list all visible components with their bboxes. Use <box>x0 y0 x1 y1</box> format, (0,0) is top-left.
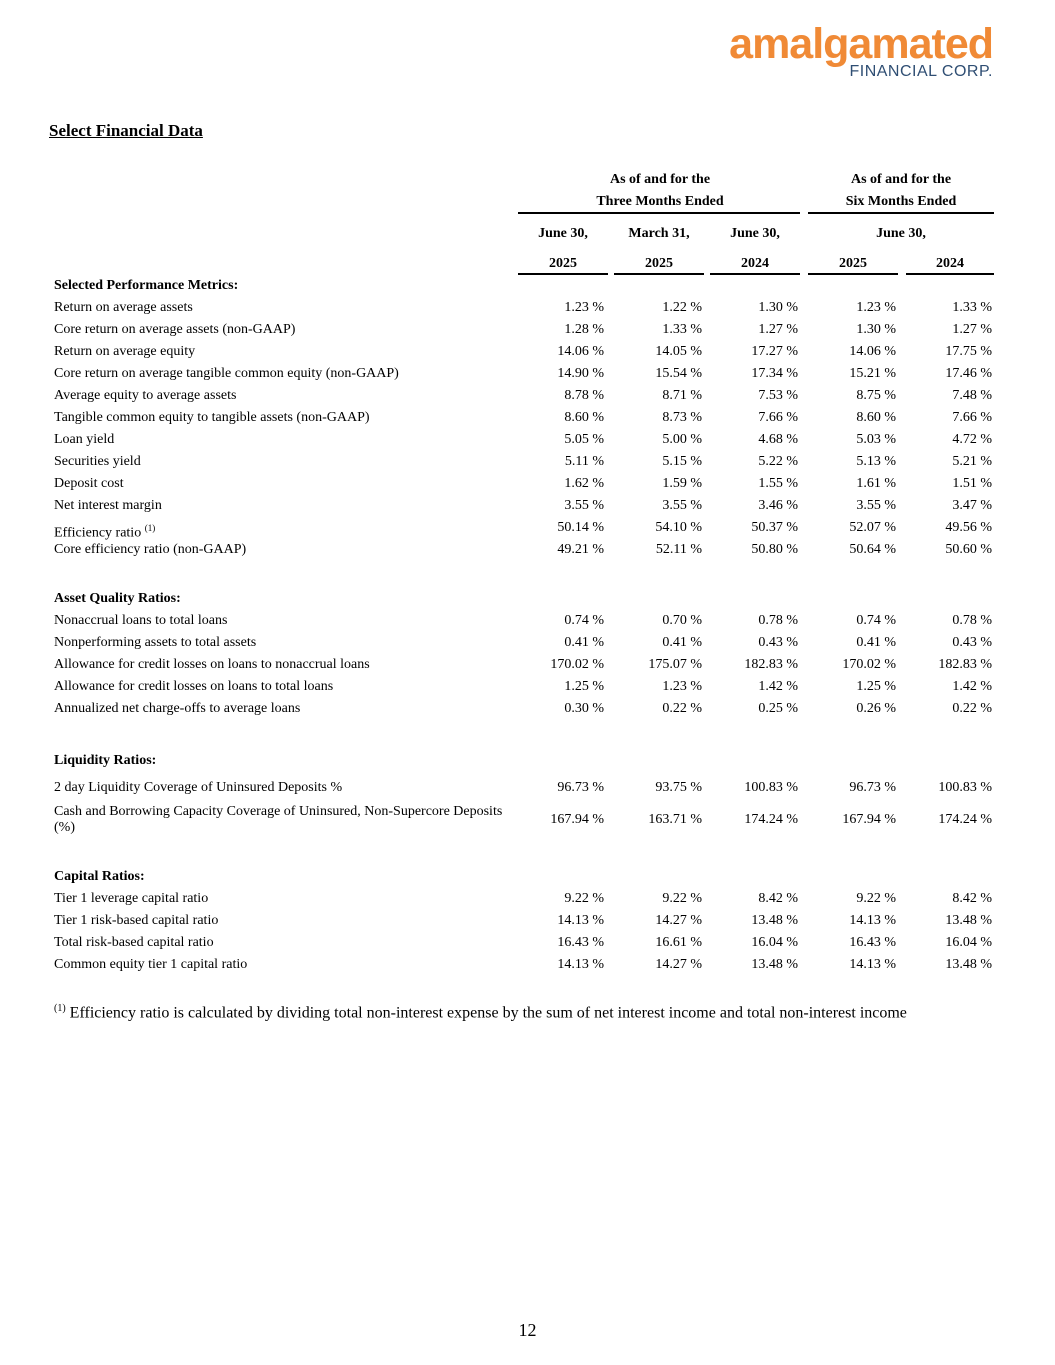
row-value-col1: 14.06 % <box>557 344 604 359</box>
table-row <box>54 385 1004 407</box>
row-value-col3: 7.66 % <box>758 410 798 425</box>
table-row <box>54 539 1004 561</box>
row-label <box>54 385 236 407</box>
row-value-col4: 52.07 % <box>849 520 896 535</box>
row-value-col1: 14.13 % <box>557 957 604 972</box>
row-label-text: Return on average assets <box>54 300 193 315</box>
row-value-col1: 1.23 % <box>564 300 604 315</box>
row-value-col1: 1.28 % <box>564 322 604 337</box>
header-three-months-line2: Three Months Ended <box>596 194 724 209</box>
row-label <box>54 341 195 363</box>
row-label-text: Efficiency ratio <box>54 525 142 541</box>
row-value-col3: 4.68 % <box>758 432 798 447</box>
row-value-col2: 93.75 % <box>655 780 702 795</box>
table-row <box>54 495 1004 517</box>
row-label-text: Securities yield <box>54 454 141 469</box>
row-value-col2: 0.70 % <box>662 613 702 628</box>
row-value-col3: 100.83 % <box>744 780 798 795</box>
row-value-col5: 13.48 % <box>945 913 992 928</box>
row-label-text: Deposit cost <box>54 476 124 491</box>
section-title: Capital Ratios: <box>54 869 145 884</box>
row-value-col2: 52.11 % <box>655 542 702 557</box>
row-value-col3: 13.48 % <box>751 913 798 928</box>
row-value-col4: 3.55 % <box>856 498 896 513</box>
row-value-col5: 17.46 % <box>945 366 992 381</box>
row-value-col3: 17.34 % <box>751 366 798 381</box>
row-value-col4: 0.26 % <box>856 701 896 716</box>
row-label-text: Return on average equity <box>54 344 196 359</box>
row-value-col2: 163.71 % <box>648 812 702 827</box>
section-title: Selected Performance Metrics: <box>54 278 239 293</box>
row-label-text: Allowance for credit losses on loans to nonaccrual loans <box>54 657 370 672</box>
row-value-col1: 8.60 % <box>564 410 604 425</box>
row-value-col5: 8.42 % <box>952 891 992 906</box>
row-value-col3: 174.24 % <box>744 812 798 827</box>
table-row <box>54 698 1004 720</box>
row-value-col5: 174.24 % <box>938 812 992 827</box>
header-col3-year: 2024 <box>741 256 769 271</box>
row-value-col2: 1.59 % <box>662 476 702 491</box>
row-value-col2: 5.15 % <box>662 454 702 469</box>
logo-subtitle: FINANCIAL CORP. <box>849 63 993 80</box>
header-col1-year: 2025 <box>549 256 577 271</box>
row-value-col2: 8.71 % <box>662 388 702 403</box>
row-label <box>54 451 141 473</box>
row-value-col1: 14.13 % <box>557 913 604 928</box>
row-label <box>54 297 193 319</box>
row-value-col3: 8.42 % <box>758 891 798 906</box>
row-label-text: Core efficiency ratio (non-GAAP) <box>54 542 247 557</box>
row-value-col3: 1.42 % <box>758 679 798 694</box>
row-value-col4: 1.23 % <box>856 300 896 315</box>
row-value-col3: 5.22 % <box>758 454 798 469</box>
row-value-col3: 16.04 % <box>751 935 798 950</box>
row-value-col3: 1.27 % <box>758 322 798 337</box>
header-col1-date: June 30, <box>538 226 588 241</box>
row-label-text: Core return on average assets (non-GAAP) <box>54 322 296 337</box>
row-label-text: Allowance for credit losses on loans to total loans <box>54 679 334 694</box>
row-value-col1: 0.74 % <box>564 613 604 628</box>
row-value-col1: 0.30 % <box>564 701 604 716</box>
row-label-text: Nonperforming assets to total assets <box>54 635 257 650</box>
row-value-col3: 13.48 % <box>751 957 798 972</box>
row-value-col1: 50.14 % <box>557 520 604 535</box>
table-row <box>54 632 1004 654</box>
row-value-col4: 15.21 % <box>849 366 896 381</box>
page-title: Select Financial Data <box>49 121 203 140</box>
row-label-text: Loan yield <box>54 432 115 447</box>
table-row <box>54 473 1004 495</box>
header-col3-date: June 30, <box>730 226 780 241</box>
row-label-text: Net interest margin <box>54 498 162 513</box>
row-value-col1: 14.90 % <box>557 366 604 381</box>
row-value-col2: 14.27 % <box>655 957 702 972</box>
row-value-col4: 0.74 % <box>856 613 896 628</box>
row-label <box>54 676 333 698</box>
row-label <box>54 910 218 932</box>
row-label <box>54 319 295 341</box>
row-value-col1: 9.22 % <box>564 891 604 906</box>
row-value-col1: 1.62 % <box>564 476 604 491</box>
row-value-col4: 16.43 % <box>849 935 896 950</box>
row-value-col4: 8.60 % <box>856 410 896 425</box>
page-number: 12 <box>518 1320 537 1340</box>
row-value-col1: 167.94 % <box>550 812 604 827</box>
row-value-col5: 13.48 % <box>945 957 992 972</box>
row-value-col3: 0.43 % <box>758 635 798 650</box>
row-value-col1: 5.11 % <box>564 454 604 469</box>
row-value-col5: 7.48 % <box>952 388 992 403</box>
header-col45-date: June 30, <box>876 226 926 241</box>
row-value-col4: 5.03 % <box>856 432 896 447</box>
row-value-col4: 170.02 % <box>842 657 896 672</box>
row-value-col1: 49.21 % <box>557 542 604 557</box>
row-value-col3: 7.53 % <box>758 388 798 403</box>
table-row <box>54 888 1004 910</box>
header-six-months-line1: As of and for the <box>850 172 952 187</box>
company-logo <box>729 22 993 80</box>
table-row <box>54 804 1004 835</box>
footnote-text: Efficiency ratio is calculated by dividing total non-interest expense by the sum of net interest income and total non-interest income <box>69 1004 907 1022</box>
row-label <box>54 539 246 561</box>
table-row <box>54 610 1004 632</box>
row-value-col5: 0.43 % <box>952 635 992 650</box>
row-label: 2 day Liquidity Coverage of Uninsured Deposits % <box>54 780 343 795</box>
row-value-col2: 15.54 % <box>655 366 702 381</box>
header-col2-year: 2025 <box>645 256 673 271</box>
row-value-col2: 54.10 % <box>655 520 702 535</box>
header-six-months-rule <box>808 212 994 214</box>
row-value-col5: 0.78 % <box>952 613 992 628</box>
row-value-col2: 0.22 % <box>662 701 702 716</box>
table-row <box>54 954 1004 976</box>
row-label <box>54 932 214 954</box>
row-value-col4: 1.61 % <box>856 476 896 491</box>
row-label <box>54 407 370 429</box>
footnote-marker: (1) <box>54 1003 66 1014</box>
header-three-months-line1: As of and for the <box>609 172 711 187</box>
row-label-text: Nonaccrual loans to total loans <box>54 613 228 628</box>
row-value-col5: 1.27 % <box>952 322 992 337</box>
section-title-asset-quality <box>54 588 1004 610</box>
header-col2-date: March 31, <box>628 226 690 241</box>
row-label <box>54 632 256 654</box>
row-value-col2: 0.41 % <box>662 635 702 650</box>
footnote-ref: (1) <box>144 523 156 533</box>
row-value-col2: 3.55 % <box>662 498 702 513</box>
table-row <box>54 777 1004 799</box>
table-row <box>54 297 1004 319</box>
row-label <box>54 888 208 910</box>
row-value-col3: 0.25 % <box>758 701 798 716</box>
header-six-months-line2: Six Months Ended <box>845 194 957 209</box>
table-row <box>54 654 1004 676</box>
row-value-col4: 167.94 % <box>842 812 896 827</box>
row-label <box>54 654 370 676</box>
row-value-col5: 50.60 % <box>945 542 992 557</box>
row-label <box>54 473 124 495</box>
row-value-col5: 17.75 % <box>945 344 992 359</box>
row-value-col3: 3.46 % <box>758 498 798 513</box>
row-value-col4: 1.30 % <box>856 322 896 337</box>
section-title-performance <box>54 275 1004 297</box>
header-three-months-rule <box>518 212 800 214</box>
row-value-col2: 1.22 % <box>662 300 702 315</box>
row-value-col4: 96.73 % <box>849 780 896 795</box>
row-value-col2: 1.23 % <box>662 679 702 694</box>
row-value-col4: 14.13 % <box>849 913 896 928</box>
row-value-col3: 1.55 % <box>758 476 798 491</box>
table-row <box>54 319 1004 341</box>
section-title: Asset Quality Ratios: <box>54 591 181 606</box>
row-value-col5: 1.33 % <box>952 300 992 315</box>
row-value-col4: 5.13 % <box>856 454 896 469</box>
row-value-col5: 5.21 % <box>952 454 992 469</box>
row-value-col4: 14.06 % <box>849 344 896 359</box>
row-value-col3: 17.27 % <box>751 344 798 359</box>
row-label: Cash and Borrowing Capacity Coverage of Uninsured, Non-Supercore Deposits (%) <box>54 804 503 835</box>
row-value-col5: 16.04 % <box>945 935 992 950</box>
row-value-col4: 0.41 % <box>856 635 896 650</box>
row-value-col1: 96.73 % <box>557 780 604 795</box>
table-row <box>54 407 1004 429</box>
row-label <box>54 698 300 720</box>
row-label <box>54 495 162 517</box>
row-value-col1: 16.43 % <box>557 935 604 950</box>
row-value-col5: 4.72 % <box>952 432 992 447</box>
row-value-col4: 9.22 % <box>856 891 896 906</box>
row-label-text: Average equity to average assets <box>54 388 237 403</box>
row-value-col2: 175.07 % <box>648 657 702 672</box>
row-value-col3: 50.37 % <box>751 520 798 535</box>
row-value-col5: 7.66 % <box>952 410 992 425</box>
table-row <box>54 910 1004 932</box>
row-value-col2: 16.61 % <box>655 935 702 950</box>
row-value-col5: 182.83 % <box>938 657 992 672</box>
table-row <box>54 341 1004 363</box>
row-value-col3: 50.80 % <box>751 542 798 557</box>
row-value-col5: 49.56 % <box>945 520 992 535</box>
row-label <box>54 363 399 385</box>
row-value-col2: 1.33 % <box>662 322 702 337</box>
row-value-col2: 14.05 % <box>655 344 702 359</box>
row-value-col4: 1.25 % <box>856 679 896 694</box>
row-label-text: Tier 1 risk-based capital ratio <box>54 913 219 928</box>
row-label-text: Total risk-based capital ratio <box>54 935 214 950</box>
row-value-col1: 8.78 % <box>564 388 604 403</box>
row-value-col2: 14.27 % <box>655 913 702 928</box>
row-value-col4: 14.13 % <box>849 957 896 972</box>
row-value-col2: 9.22 % <box>662 891 702 906</box>
section-title: Liquidity Ratios: <box>54 753 157 768</box>
logo-wordmark: amalgamated <box>729 20 993 68</box>
section-title-liquidity <box>54 750 1004 772</box>
row-label <box>54 429 114 451</box>
row-value-col3: 0.78 % <box>758 613 798 628</box>
row-value-col5: 3.47 % <box>952 498 992 513</box>
row-value-col2: 5.00 % <box>662 432 702 447</box>
row-label-text: Tier 1 leverage capital ratio <box>54 891 209 906</box>
row-value-col1: 5.05 % <box>564 432 604 447</box>
table-row <box>54 429 1004 451</box>
row-label-text: Annualized net charge-offs to average loans <box>54 701 301 716</box>
row-label-text: Core return on average tangible common equity (non-GAAP) <box>54 366 399 381</box>
table-row <box>54 363 1004 385</box>
header-col4-year: 2025 <box>839 256 867 271</box>
row-value-col3: 182.83 % <box>744 657 798 672</box>
table-row <box>54 517 1004 539</box>
row-value-col5: 100.83 % <box>938 780 992 795</box>
row-value-col5: 0.22 % <box>952 701 992 716</box>
footnote <box>54 1003 907 1022</box>
row-value-col5: 1.42 % <box>952 679 992 694</box>
row-label-text: Tangible common equity to tangible assets (non-GAAP) <box>54 410 370 425</box>
table-row <box>54 451 1004 473</box>
table-row <box>54 932 1004 954</box>
section-title-capital <box>54 866 1004 888</box>
row-value-col1: 0.41 % <box>564 635 604 650</box>
row-label <box>54 954 247 976</box>
row-label-text: Common equity tier 1 capital ratio <box>54 957 248 972</box>
header-col5-year: 2024 <box>936 256 964 271</box>
row-value-col5: 1.51 % <box>952 476 992 491</box>
row-value-col4: 8.75 % <box>856 388 896 403</box>
row-value-col1: 1.25 % <box>564 679 604 694</box>
row-value-col4: 50.64 % <box>849 542 896 557</box>
row-value-col1: 170.02 % <box>550 657 604 672</box>
row-value-col3: 1.30 % <box>758 300 798 315</box>
row-label <box>54 610 227 632</box>
row-value-col2: 8.73 % <box>662 410 702 425</box>
table-row <box>54 676 1004 698</box>
row-value-col1: 3.55 % <box>564 498 604 513</box>
